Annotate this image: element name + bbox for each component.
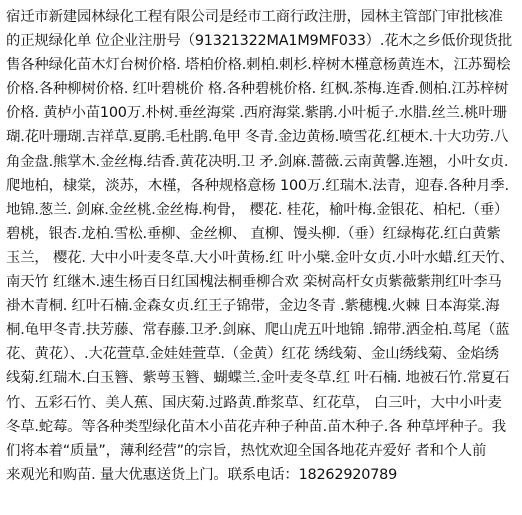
text-line-9: 地锦.葱兰. 剑麻.金丝桃.金丝梅.枸骨， 樱花. 桂花，榆叶梅.金银花、柏杞.（垂） [6, 201, 509, 218]
text-line-7: 角金盘.熊掌木.金丝梅.结香.黄花决明.卫 矛.剑麻.蔷薇.云南黄馨.连翘，小叶女贞. [6, 153, 509, 170]
text-line-16: 线菊.红瑞木.白玉簪、紫萼玉簪、蝴蝶兰.金叶麦冬草.红 叶石楠. 地被石竹.常夏石 [6, 370, 510, 387]
text-line-3: 售各种绿化苗木灯台树价格. 塔柏价格.刺柏.刺杉.梓树木槿意杨黄连木，江苏蜀桧 [6, 57, 511, 74]
text-line-19: 们将本着“质量”，薄利经营”的宗旨，热忱欢迎全国各地花卉爱好 者和个人前 [6, 442, 487, 459]
text-line-6: 瑚.花叶珊瑚.吉祥草.夏鹃.毛杜鹃.龟甲 冬青.金边黄杨.喷雪花.红梗木.十大功劳.八 [6, 129, 509, 146]
text-line-2: 的正规绿化单 位企业注册号（91321322MA1M9MF033）.花木之乡低价现货批 [6, 33, 512, 50]
text-line-14: 桐.龟甲冬青.扶芳藤、常春藤.卫矛.剑麻、爬山虎五叶地锦 .锦带.洒金柏.茑尾（蓝 [6, 322, 510, 339]
text-line-13: 褂木青桐. 红叶石楠.金森女贞.红王子锦带，金边冬青 .紫穗槐.火棘 日本海棠.海 [6, 298, 500, 315]
text-line-17: 竹、五彩石竹、美人蕉、国庆菊.过路黄.酢浆草、红花草， 白三叶，大中小叶麦 [6, 394, 502, 411]
text-line-18: 冬草.蛇莓。等各种类型绿化苗木小苗花卉种子种苗.苗木种子.各 种草坪种子。我 [6, 418, 506, 435]
text-line-12: 南天竹 红继木.速生杨百日红国槐法桐垂柳合欢 栾树高杆女贞紫薇紫荆红叶李马 [6, 274, 502, 291]
company-description-paragraph [6, 5, 514, 487]
text-line-20: 来观光和购苗. 量大优惠送货上门。联系电话：18262920789 [6, 466, 398, 483]
text-line-4: 价格.各种柳树价格. 红叶碧桃价 格.各种碧桃价格. 红枫.茶梅.连香.侧柏.江苏梓树 [6, 81, 509, 98]
text-line-5: 价格. 黄栌小苗100万.朴树.垂丝海棠 .西府海棠.紫鹃.小叶栀子.水腊.丝兰.桃叶珊 [6, 105, 507, 122]
text-line-15: 花、黄花）、.大花萱草.金娃娃萱草.（金黄）红花 绣线菊、金山绣线菊、金焰绣 [6, 346, 499, 363]
text-line-11: 玉兰， 樱花. 大中小叶麦冬草.大小叶黄杨.红 叶小檗.金叶女贞.小叶水蜡.红天竹、 [6, 249, 514, 266]
text-line-10: 碧桃，银杏.龙柏.雪松.垂柳、金丝柳、 直柳、馒头柳.（垂）红绿梅花.红白黄紫 [6, 225, 501, 242]
text-line-1: 宿迁市新建园林绿化工程有限公司是经市工商行政注册，园林主管部门审批核准 [6, 9, 503, 25]
text-line-8: 爬地柏，棣棠，淡苏，木槿，各种规格意杨 100万.红瑞木.法青，迎春.各种月季. [6, 177, 509, 194]
